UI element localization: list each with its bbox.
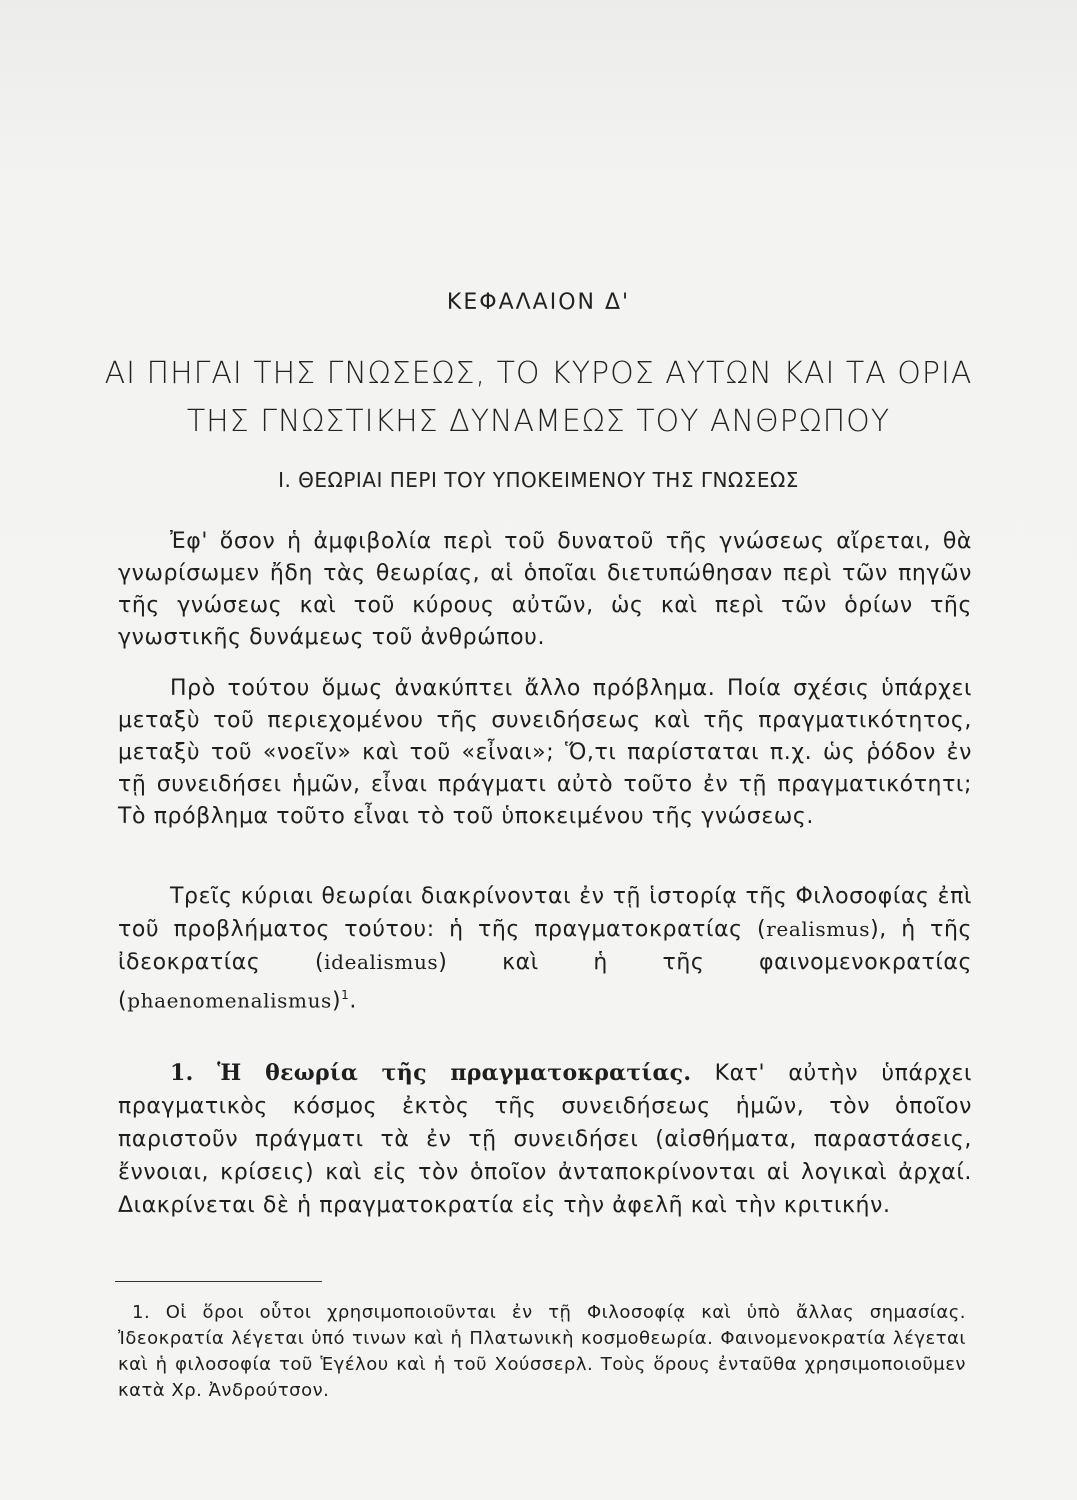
term-idealismus: idealismus: [324, 950, 439, 974]
chapter-title-line-1: ΑΙ ΠΗΓΑΙ ΤΗΣ ΓΝΩΣΕΩΣ, ΤΟ ΚΥΡΟΣ ΑΥΤΩΝ ΚΑΙ ΤΑ ΟΡΙΑ: [104, 356, 973, 391]
paragraph-2: Πρὸ τούτου ὅμως ἀνακύπτει ἄλλο πρόβλημα. Ποία σχέσις ὑπάρχει μεταξὺ τοῦ περιεχομένου τῆς συνειδήσεως καὶ τῆς πραγματικότητος, μεταξὺ τοῦ «νοεῖν» καὶ τοῦ «εἶναι»; Ὅ,τι παρίσταται π.χ. ὡς ῥόδον ἐν τῇ συνειδήσει ἡμῶν, εἶναι πράγματι αὐτὸ τοῦτο ἐν τῇ πραγματικότητι; Τὸ πρόβλημα τοῦτο εἶναι τὸ τοῦ ὑποκειμένου τῆς γνώσεως.: [118, 676, 972, 829]
chapter-label: ΚΕΦΑΛΑΙΟΝ Δ': [446, 290, 631, 315]
footnote: 1. Οἱ ὅροι οὗτοι χρησιμοποιοῦνται ἐν τῇ Φιλοσοφίᾳ καὶ ὑπὸ ἄλλας σημασίας. Ἰδεοκρατία λέγεται ὑπό τινων καὶ ἡ Πλατωνικὴ κοσμοθεωρία. Φαινομενοκρατία λέγεται καὶ ἡ φιλοσοφία τοῦ Ἑγέλου καὶ ἡ τοῦ Χούσσερλ. Τοὺς ὅρους ἐνταῦθα χρησιμοποιοῦμεν κατὰ Χρ. Ἀνδρούτσον.: [118, 1302, 966, 1401]
section-heading: Ι. ΘΕΩΡΙΑΙ ΠΕΡΙ ΤΟΥ ΥΠΟΚΕΙΜΕΝΟΥ ΤΗΣ ΓΝΩΣΕΩΣ: [278, 468, 799, 492]
footnote-reference: 1: [341, 988, 350, 1002]
paragraph-3-text-b: ), ἡ τῆς ἰδεοκρατίας (: [118, 917, 972, 975]
paragraph-2-block: [118, 673, 972, 833]
chapter-title-line-2: ΤΗΣ ΓΝΩΣΤΙΚΗΣ ΔΥΝΑΜΕΩΣ ΤΟΥ ΑΝΘΡΩΠΟΥ: [186, 404, 891, 439]
subsection-heading: 1. Ἡ θεωρία τῆς πραγματοκρατίας.: [170, 1060, 692, 1086]
paragraph-3-block: [118, 881, 972, 1017]
paragraph-1: Ἐφ' ὅσον ἡ ἀμφιβολία περὶ τοῦ δυνατοῦ τῆς γνώσεως αἴρεται, θὰ γνωρίσωμεν ἤδη τὰς θεωρίας, αἱ ὁποῖαι διετυπώθησαν περὶ τῶν πηγῶν τῆς γνώσεως καὶ τοῦ κύρους αὐτῶν, ὡς καὶ περὶ τῶν ὁρίων τῆς γνωστικῆς δυνάμεως τοῦ ἀνθρώπου.: [118, 529, 972, 650]
paragraph-1-block: [118, 526, 972, 654]
paragraph-3-text-a: Τρεῖς κύριαι θεωρίαι διακρίνονται ἐν τῇ ἱστορίᾳ τῆς Φιλοσοφίας ἐπὶ τοῦ προβλήματος τούτου: ἡ τῆς πραγματοκρατίας (: [118, 884, 972, 942]
paragraph-4-block: [118, 1057, 972, 1222]
footnote-divider: [115, 1281, 322, 1282]
paragraph-3-text-e: .: [349, 988, 357, 1014]
paragraph-4: [118, 1057, 972, 1222]
paragraph-3-text-d: ): [331, 988, 342, 1014]
term-phaenomenalismus: phaenomenalismus: [127, 988, 332, 1013]
paragraph-4-text: Κατ' αὐτὴν ὑπάρχει πραγματικὸς κόσμος ἐκτὸς τῆς συνειδήσεως ἡμῶν, τὸν ὁποῖον παριστοῦν πράγματι τὰ ἐν τῇ συνειδήσει (αἰσθήματα, παραστάσεις, ἔννοιαι, κρίσεις) καὶ εἰς τὸν ὁποῖον ἀνταποκρίνονται αἱ λογικαὶ ἀρχαί. Διακρίνεται δὲ ἡ πραγματοκρατία εἰς τὴν ἀφελῆ καὶ τὴν κριτικήν.: [118, 1061, 973, 1218]
paragraph-3-text-c: ) καὶ ἡ τῆς φαινομενοκρατίας (: [118, 950, 972, 1014]
term-realismus: realismus: [766, 917, 871, 941]
paragraph-3: [118, 881, 972, 1017]
